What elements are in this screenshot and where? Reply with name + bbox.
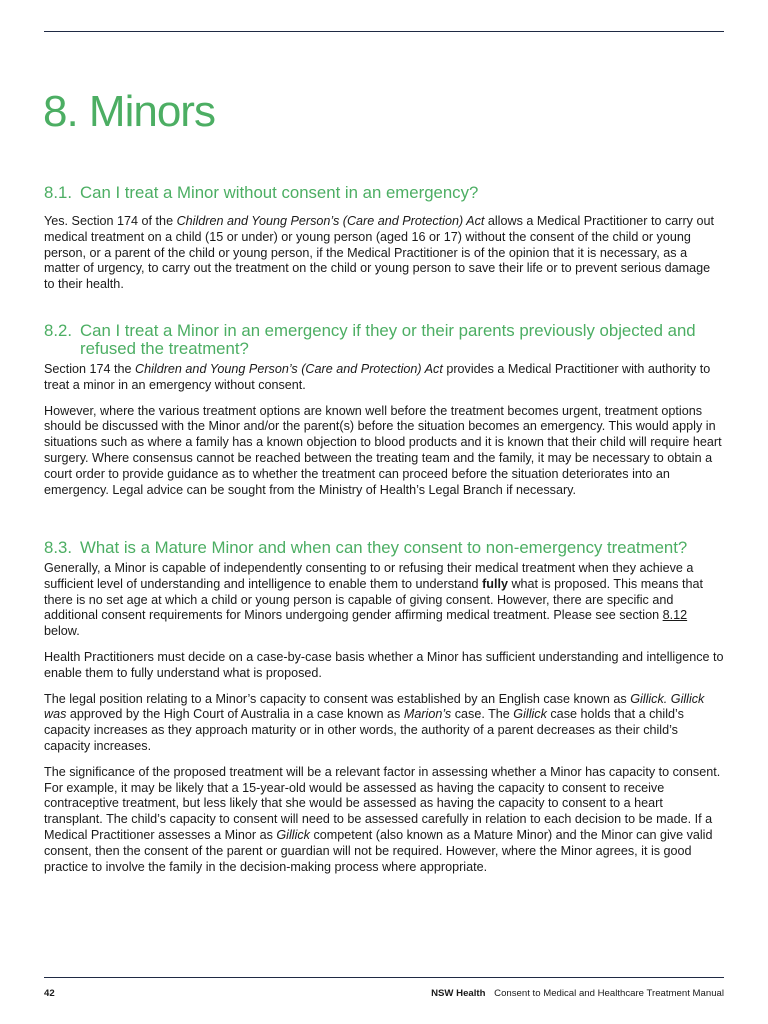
footer-org: NSW Health xyxy=(431,988,486,999)
section-8-12-link[interactable]: 8.12 xyxy=(662,608,688,623)
chapter-title: 8. Minors xyxy=(43,87,215,136)
section-heading xyxy=(44,322,724,358)
section-number: 8.2. xyxy=(44,321,72,340)
footer-document-info xyxy=(431,988,724,999)
section-number: 8.1. xyxy=(44,183,72,202)
paragraph: Yes. Section 174 of the Children and Young Person’s (Care and Protection) Act allows a Medical Practitioner to carry out medical treatment on a child (15 or under) or young person (aged 16 or 17) without the consent of the child or young person, or a parent of the child or young person, if the Medical Practitioner is of the opinion that it is necessary, as a matter of urgency, to carry out the treatment on the child or young person to save their life or to prevent serious damage to their health. xyxy=(44,214,714,292)
paragraph: Section 174 the Children and Young Person’s (Care and Protection) Act provides a Medical Practitioner with authority to treat a minor in an emergency without consent. xyxy=(44,362,711,392)
paragraph: Generally, a Minor is capable of independently consenting to or refusing their medical treatment when they achieve a sufficient level of understanding and intelligence to enable them to understand fully what is proposed. This means that there is no set age at which a child or young person is capable of giving consent. However, there are specific and additional consent requirements for Minors undergoing gender affirming medical treatment. Please see section 8.12 below. xyxy=(44,561,704,639)
page-number: 42 xyxy=(44,988,55,999)
section-heading-text: Can I treat a Minor in an emergency if they or their parents previously objected and refused the treatment? xyxy=(80,321,696,358)
bottom-rule xyxy=(44,977,724,978)
paragraph: Health Practitioners must decide on a case-by-case basis whether a Minor has sufficient understanding and intelligence to enable them to fully understand what is proposed. xyxy=(44,649,724,680)
section-number: 8.3. xyxy=(44,538,72,557)
section-8-1 xyxy=(44,184,724,303)
paragraph: The significance of the proposed treatment will be a relevant factor in assessing whether a Minor has capacity to consent. For example, it may be likely that a 15-year-old would be assessed as having the capacity to consent to receive contraceptive treatment, but less likely that she would be assessed as having the capacity to consent to a heart transplant. The child’s capacity to consent will need to be assessed carefully in relation to each decision to be made. If a Medical Practitioner assesses a Minor as Gillick competent (also known as a Mature Minor) and the Minor can give valid consent, then the consent of the parent or guardian will not be required. However, where the Minor agrees, it is good practice to involve the family in the decision-making process where appropriate. xyxy=(44,764,721,874)
paragraph: However, where the various treatment options are known well before the treatment becomes urgent, treatment options should be discussed with the Minor and/or the parent(s) before the situation becomes an emergency. This would apply in situations such as where a family has a known objection to blood products and it is known that their child will require heart surgery. Where consensus cannot be reached between the treating team and the family, it may be necessary to obtain a court order to provide guidance as to whether the treatment can proceed before the situation deteriorates into an emergency. Legal advice can be sought from the Ministry of Health’s Legal Branch if necessary. xyxy=(44,403,722,497)
section-heading xyxy=(44,539,724,557)
section-8-3 xyxy=(44,539,724,885)
section-heading-text: Can I treat a Minor without consent in an emergency? xyxy=(80,183,479,202)
section-8-2 xyxy=(44,322,724,508)
act-title: Children and Young Person’s (Care and Protection) Act xyxy=(176,214,485,228)
top-rule xyxy=(44,31,724,32)
section-heading-text: What is a Mature Minor and when can they consent to non-emergency treatment? xyxy=(80,538,688,557)
paragraph: The legal position relating to a Minor’s capacity to consent was established by an English case known as Gillick. Gillick was approved by the High Court of Australia in a case known as Marion’s case. The Gillick case holds that a child’s capacity increases as they approach maturity or in other words, the authority of a parent decreases as their child’s capacity increases. xyxy=(44,691,705,753)
section-heading xyxy=(44,184,724,202)
footer-doc-title: Consent to Medical and Healthcare Treatment Manual xyxy=(494,988,724,999)
page-footer xyxy=(44,988,724,999)
act-title: Children and Young Person’s (Care and Protection) Act xyxy=(135,362,443,376)
